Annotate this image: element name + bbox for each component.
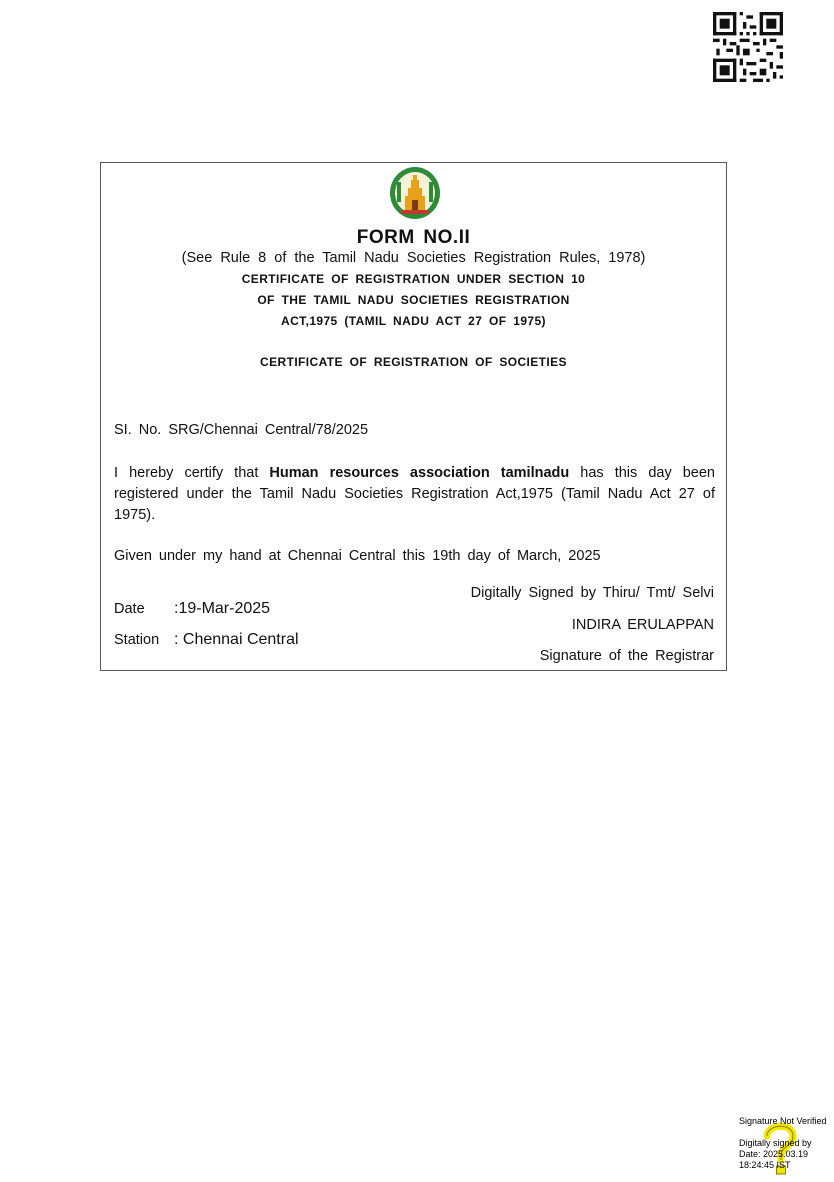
- station-label: Station: [114, 632, 160, 648]
- qr-code-icon: [713, 12, 783, 82]
- date-label: Date: [114, 601, 145, 617]
- signature-date: Date: 2025.03.19: [739, 1149, 809, 1159]
- certificate-heading-line-3: ACT,1975 (TAMIL NADU ACT 27 OF 1975): [281, 314, 546, 328]
- certificate-heading-line-2: OF THE TAMIL NADU SOCIETIES REGISTRATION: [257, 293, 570, 307]
- registrar-signature-label: Signature of the Registrar: [539, 648, 714, 664]
- digitally-signed-by: Digitally Signed by Thiru/ Tmt/ Selvi: [470, 585, 714, 601]
- station-value: : Chennai Central: [174, 631, 299, 648]
- registrar-name: INDIRA ERULAPPAN: [571, 617, 714, 633]
- tamil-nadu-emblem-icon: [389, 166, 441, 220]
- certify-suffix: has this day been registered under the Tamil Nadu Societies Registration Act,1975 (Tamil Nadu Act 27 of 1975).: [114, 465, 715, 523]
- certificate-box: [100, 162, 727, 671]
- signature-spacer: [739, 1127, 834, 1138]
- certificate-heading-line-1: CERTIFICATE OF REGISTRATION UNDER SECTION 10: [241, 272, 586, 286]
- certify-prefix: I hereby certify that: [114, 465, 270, 481]
- form-title: FORM NO.II: [356, 227, 471, 248]
- given-under-hand-line: Given under my hand at Chennai Central this 19th day of March, 2025: [114, 548, 601, 564]
- signature-signed-by: Digitally signed by: [739, 1138, 812, 1148]
- certification-paragraph: [114, 463, 715, 526]
- society-name: Human resources association tamilnadu: [269, 465, 570, 481]
- certificate-subheading: CERTIFICATE OF REGISTRATION OF SOCIETIES: [260, 355, 567, 369]
- date-value: :19-Mar-2025: [174, 600, 271, 617]
- digital-signature-box[interactable]: [739, 1116, 834, 1171]
- signature-time: 18:24:45 IST: [739, 1160, 791, 1170]
- signature-status: Signature Not Verified: [739, 1116, 827, 1126]
- serial-number: SI. No. SRG/Chennai Central/78/2025: [114, 422, 369, 438]
- rule-reference: (See Rule 8 of the Tamil Nadu Societies Registration Rules, 1978): [181, 250, 646, 266]
